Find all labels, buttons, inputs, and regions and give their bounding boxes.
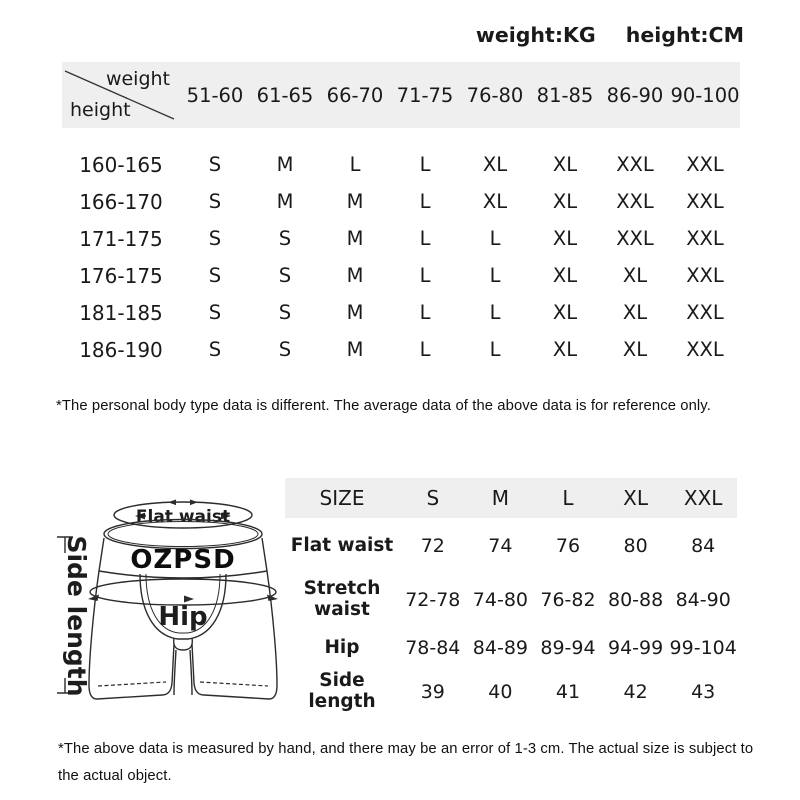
size-cell: XL — [482, 153, 508, 176]
size-cell: M — [276, 153, 294, 176]
measurement-cell: 76 — [555, 535, 581, 557]
size-cell: S — [278, 264, 292, 287]
size-cell: XXL — [616, 227, 654, 250]
matrix-corner-cell — [62, 62, 180, 128]
size-cell: S — [278, 227, 292, 250]
size-cell: M — [276, 190, 294, 213]
weight-column-header: 66-70 — [320, 62, 390, 128]
size-cell: M — [346, 190, 364, 213]
size-cell: XXL — [616, 190, 654, 213]
measurement-cell: 84 — [691, 535, 716, 557]
size-cell: XL — [552, 153, 578, 176]
measurement-cell: 42 — [623, 681, 648, 703]
size-cell: XXL — [686, 338, 724, 361]
size-cell: XL — [552, 264, 578, 287]
size-cell: XL — [552, 227, 578, 250]
size-cell: S — [208, 227, 222, 250]
size-cell: XL — [622, 338, 648, 361]
size-cell: L — [349, 153, 361, 176]
measurement-cell: 99-104 — [669, 637, 737, 659]
size-table-header-row — [62, 62, 740, 128]
side-length-diagram-label: Side length — [62, 535, 91, 697]
measurement-cell: 40 — [488, 681, 513, 703]
size-cell: XXL — [686, 153, 724, 176]
size-column-header: L — [534, 478, 602, 518]
weight-column-header: 76-80 — [460, 62, 530, 128]
size-cell: XL — [552, 190, 578, 213]
measurement-row-label: Stretch waist — [303, 578, 381, 620]
measurement-row-label: Hip — [324, 636, 360, 658]
height-row-label: 186-190 — [79, 337, 163, 362]
measurement-cell: 94-99 — [607, 637, 664, 659]
size-column-header: S — [399, 478, 467, 518]
size-cell: L — [489, 227, 501, 250]
flat-waist-diagram-label: Flat waist — [135, 507, 231, 527]
boxer-shorts-diagram — [38, 478, 283, 733]
size-cell: S — [208, 153, 222, 176]
size-cell: L — [489, 301, 501, 324]
height-row-label: 166-170 — [79, 189, 163, 214]
size-cell: M — [346, 301, 364, 324]
unit-legend — [476, 23, 744, 47]
size-cell: S — [278, 338, 292, 361]
height-row-label: 181-185 — [79, 300, 163, 325]
size-cell: XXL — [686, 264, 724, 287]
size-cell: L — [419, 190, 431, 213]
measurement-cell: 80-88 — [607, 589, 664, 611]
weight-column-header: 81-85 — [530, 62, 600, 128]
size-cell: L — [419, 227, 431, 250]
size-cell: L — [419, 338, 431, 361]
size-cell: S — [208, 338, 222, 361]
size-cell: XL — [552, 301, 578, 324]
size-cell: S — [278, 301, 292, 324]
measurement-cell: 41 — [555, 681, 581, 703]
size-cell: L — [419, 153, 431, 176]
measurement-cell: 76-82 — [540, 589, 596, 611]
measurement-note: *The above data is measured by hand, and there may be an error of 1-3 cm. The actual size is subject to the actual object. — [58, 741, 754, 785]
size-cell: XXL — [686, 301, 724, 324]
measurement-table-header-row — [285, 478, 737, 518]
size-cell: L — [489, 338, 501, 361]
measurement-cell: 72-78 — [405, 589, 461, 611]
garment-measurement-table — [285, 478, 737, 714]
reference-note: *The personal body type data is different. The average data of the above data is for reference only. — [56, 398, 711, 414]
size-cell: M — [346, 227, 364, 250]
height-row-label: 176-175 — [79, 263, 163, 288]
measurement-cell: 39 — [420, 681, 445, 703]
measurement-cell: 74 — [488, 535, 513, 557]
measurement-cell: 84-89 — [472, 637, 528, 659]
weight-column-header: 86-90 — [600, 62, 670, 128]
size-cell: XXL — [686, 190, 724, 213]
weight-column-header: 51-60 — [180, 62, 250, 128]
size-column-header: XL — [602, 478, 670, 518]
height-unit-label: height:CM — [625, 23, 744, 47]
size-cell: M — [346, 338, 364, 361]
measurement-cell: 74-80 — [472, 589, 528, 611]
size-cell: S — [208, 264, 222, 287]
height-row-label: 160-165 — [79, 152, 163, 177]
size-header-cell: SIZE — [285, 478, 399, 518]
size-cell: XL — [552, 338, 578, 361]
size-table-body — [62, 146, 740, 368]
measurement-table-body — [285, 518, 737, 714]
size-cell: XXL — [616, 153, 654, 176]
size-cell: M — [346, 264, 364, 287]
size-cell: S — [208, 190, 222, 213]
measurement-cell: 80 — [623, 535, 648, 557]
measurement-row-label: Side length — [308, 670, 376, 712]
size-cell: L — [419, 301, 431, 324]
measurement-cell: 84-90 — [675, 589, 731, 611]
corner-height-label: height — [70, 99, 131, 121]
corner-weight-label: weight — [105, 68, 170, 90]
size-cell: L — [419, 264, 431, 287]
measurement-cell: 78-84 — [405, 637, 461, 659]
size-column-header: M — [467, 478, 535, 518]
height-row-label: 171-175 — [79, 226, 163, 251]
weight-column-header: 71-75 — [390, 62, 460, 128]
size-cell: XL — [482, 190, 508, 213]
measurement-row-label: Flat waist — [290, 534, 394, 556]
size-cell: L — [489, 264, 501, 287]
size-cell: XXL — [686, 227, 724, 250]
measurement-cell: 43 — [691, 681, 716, 703]
size-cell: XL — [622, 301, 648, 324]
weight-column-header: 90-100 — [670, 62, 740, 128]
size-column-header: XXL — [669, 478, 737, 518]
size-cell: S — [208, 301, 222, 324]
weight-unit-label: weight:KG — [475, 23, 596, 47]
weight-column-header: 61-65 — [250, 62, 320, 128]
hem-stitch-lines — [98, 682, 268, 686]
measurement-cell: 72 — [420, 535, 445, 557]
brand-logo-text: OZPSD — [130, 545, 236, 575]
size-cell: XL — [622, 264, 648, 287]
hip-diagram-label: Hip — [158, 602, 208, 632]
height-weight-size-table — [62, 62, 740, 368]
measurement-cell: 89-94 — [540, 637, 596, 659]
